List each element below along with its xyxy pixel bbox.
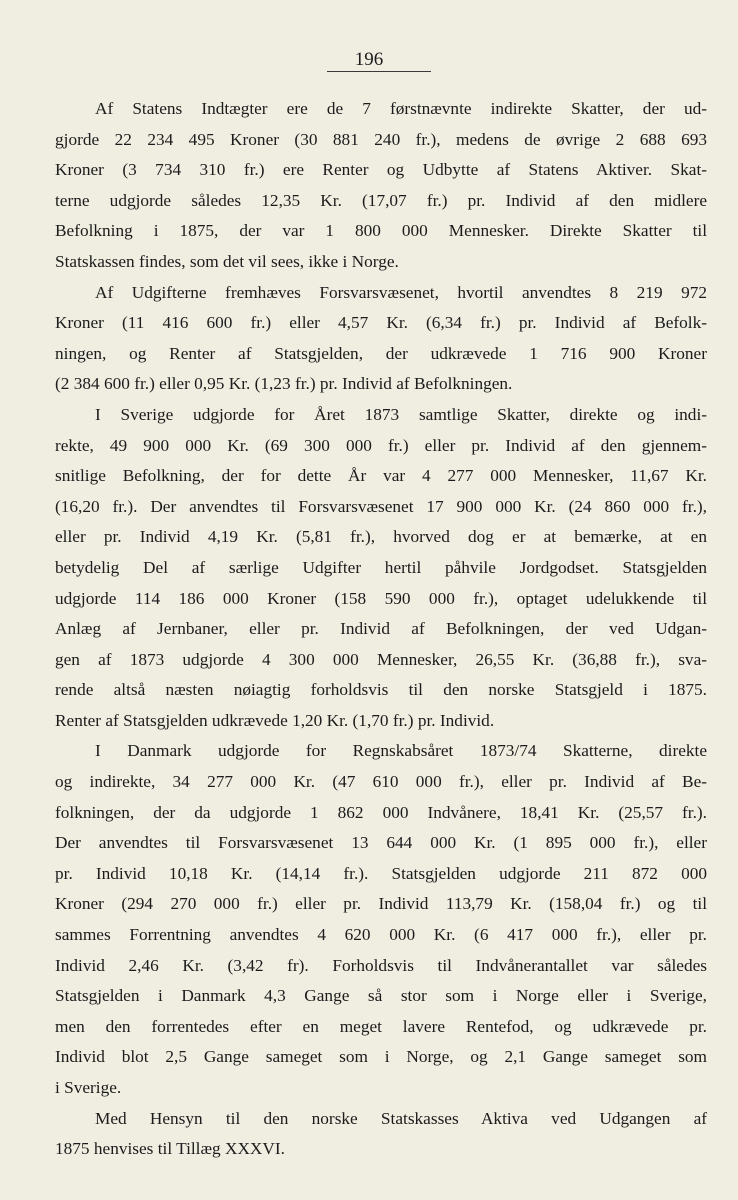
text-line: 1875 henvises til Tillæg XXXVI. [55, 1139, 285, 1159]
text-line: Der anvendtes til Forsvarsvæsenet 13 644 000 Kr. (1 895 000 fr.), eller [55, 833, 707, 853]
text-line: folkningen, der da udgjorde 1 862 000 Indvånere, 18,41 Kr. (25,57 fr.). [55, 802, 707, 822]
text-line: Med Hensyn til den norske Statskasses Aktiva ved Udgangen af [95, 1108, 707, 1128]
text-line: Befolkning i 1875, der var 1 800 000 Mennesker. Direkte Skatter til [55, 221, 707, 241]
text-line: Anlæg af Jernbaner, eller pr. Individ af Befolkningen, der ved Udgan- [55, 619, 707, 639]
text-line: (2 384 600 fr.) eller 0,95 Kr. (1,23 fr.) pr. Individ af Befolkningen. [55, 374, 513, 394]
text-line: terne udgjorde således 12,35 Kr. (17,07 fr.) pr. Individ af den midlere [55, 190, 707, 210]
text-line: Kroner (11 416 600 fr.) eller 4,57 Kr. (6,34 fr.) pr. Individ af Befolk- [55, 313, 707, 333]
text-line: (16,20 fr.). Der anvendtes til Forsvarsvæsenet 17 900 000 Kr. (24 860 000 fr.), [55, 496, 707, 516]
text-line: Individ 2,46 Kr. (3,42 fr). Forholdsvis til Indvånerantallet var således [55, 955, 707, 975]
text-line: Statsgjelden i Danmark 4,3 Gange så stor som i Norge eller i Sverige, [55, 986, 707, 1006]
body-text [55, 94, 707, 1165]
text-line: snitlige Befolkning, der for dette År var 4 277 000 Mennesker, 11,67 Kr. [55, 466, 707, 486]
text-line: i Sverige. [55, 1078, 122, 1097]
header-rule [327, 71, 431, 72]
text-line: Af Udgifterne fremhæves Forsvarsvæsenet, hvortil anvendtes 8 219 972 [95, 282, 707, 302]
text-line: rekte, 49 900 000 Kr. (69 300 000 fr.) eller pr. Individ af den gjennem- [55, 435, 707, 455]
text-line: gen af 1873 udgjorde 4 300 000 Mennesker, 26,55 Kr. (36,88 fr.), sva- [55, 649, 707, 669]
page-number: 196 [354, 49, 384, 70]
text-line: Individ blot 2,5 Gange sameget som i Norge, og 2,1 Gange sameget som [55, 1047, 707, 1067]
text-line: Kroner (294 270 000 fr.) eller pr. Individ 113,79 Kr. (158,04 fr.) og til [55, 894, 707, 914]
text-line: og indirekte, 34 277 000 Kr. (47 610 000 fr.), eller pr. Individ af Be- [55, 772, 707, 792]
text-line: I Danmark udgjorde for Regnskabsåret 1873/74 Skatterne, direkte [95, 741, 707, 761]
text-line: betydelig Del af særlige Udgifter hertil påhvile Jordgodset. Statsgjelden [55, 557, 707, 577]
text-line: I Sverige udgjorde for Året 1873 samtlige Skatter, direkte og indi- [95, 404, 707, 424]
text-line: pr. Individ 10,18 Kr. (14,14 fr.). Statsgjelden udgjorde 211 872 000 [55, 863, 707, 883]
text-line: sammes Forrentning anvendtes 4 620 000 Kr. (6 417 000 fr.), eller pr. [55, 925, 707, 945]
text-line: Statskassen findes, som det vil sees, ikke i Norge. [55, 251, 399, 271]
text-line: rende altså næsten nøiagtig forholdsvis til den norske Statsgjeld i 1875. [55, 680, 707, 700]
text-line: Af Statens Indtægter ere de 7 førstnævnte indirekte Skatter, der ud- [95, 99, 707, 118]
text-line: gjorde 22 234 495 Kroner (30 881 240 fr.), medens de øvrige 2 688 693 [55, 129, 707, 149]
text-line: ningen, og Renter af Statsgjelden, der udkrævede 1 716 900 Kroner [55, 343, 707, 363]
text-line: Renter af Statsgjelden udkrævede 1,20 Kr. (1,70 fr.) pr. Individ. [55, 710, 495, 730]
text-line: men den forrentedes efter en meget lavere Rentefod, og udkrævede pr. [55, 1016, 707, 1036]
text-line: udgjorde 114 186 000 Kroner (158 590 000 fr.), optaget udelukkende til [55, 588, 707, 608]
text-line: Kroner (3 734 310 fr.) ere Renter og Udbytte af Statens Aktiver. Skat- [55, 160, 707, 180]
text-line: eller pr. Individ 4,19 Kr. (5,81 fr.), hvorved dog er at bemærke, at en [55, 527, 707, 547]
